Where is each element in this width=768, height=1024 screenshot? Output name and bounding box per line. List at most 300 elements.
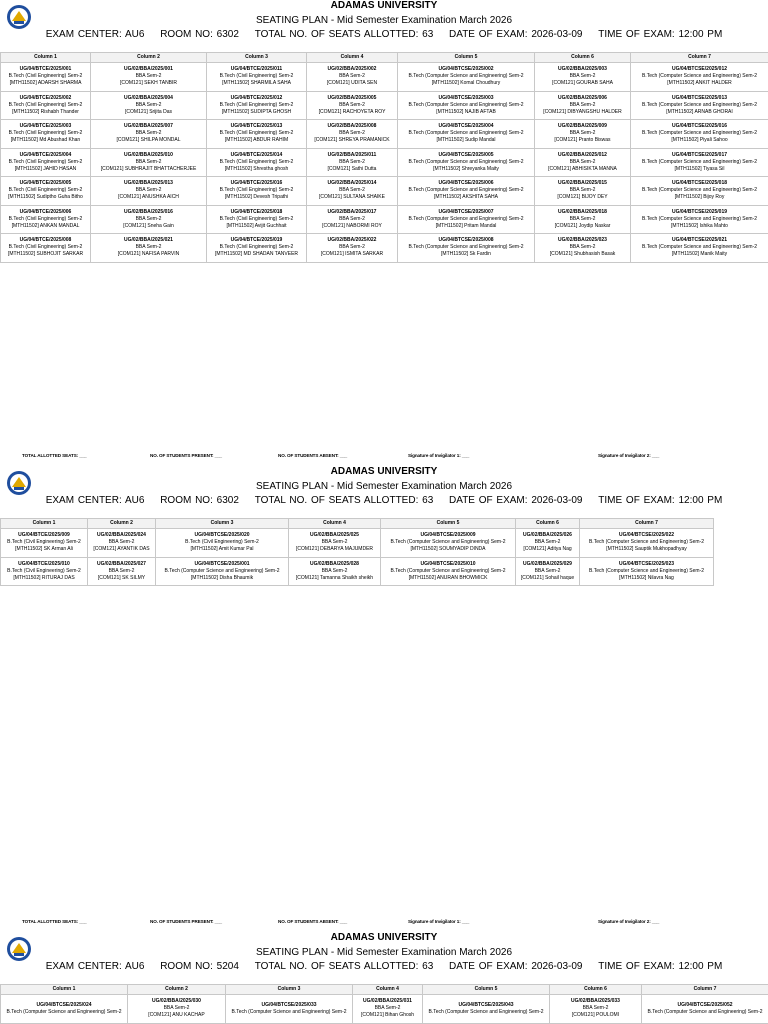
- roll-number: UG/02/BBA/2025/023: [558, 237, 607, 244]
- column-header: Column 3: [207, 53, 307, 63]
- roll-number: UG/04/BTCE/2025/005: [19, 180, 72, 187]
- program-name: BBA Sem-2: [135, 73, 162, 80]
- sheet-header: [0, 932, 768, 984]
- exam-date: DATE OF EXAM: 2026-03-09: [449, 29, 583, 40]
- seat-cell: [423, 995, 550, 1024]
- room-number: ROOM NO: 6302: [160, 495, 239, 506]
- column-header: Column 4: [353, 985, 423, 995]
- seat-cell: [91, 120, 207, 149]
- program-name: BBA Sem-2: [135, 244, 162, 251]
- seat-cell: [1, 177, 91, 206]
- student-name: [MTH11502] RITURAJ DAS: [13, 574, 75, 581]
- table-row: [1, 91, 768, 120]
- seat-cell: [307, 63, 398, 92]
- student-name: [MTH11502] ANURAN BHOWMICK: [408, 574, 488, 581]
- total-allotted-label: TOTAL ALLOTTED SEATS: ___: [22, 919, 87, 924]
- exam-center: EXAM CENTER: AU6: [45, 961, 145, 972]
- program-name: B.Tech (Civil Engineering) Sem-2: [7, 567, 81, 574]
- roll-number: UG/02/BBA/2025/024: [97, 532, 146, 539]
- program-name: BBA Sem-2: [339, 101, 365, 108]
- students-absent-label: NO. OF STUDENTS ABSENT: ___: [278, 919, 348, 924]
- roll-number: UG/02/BBA/2025/011: [327, 151, 377, 158]
- seating-sheet-3: [0, 932, 768, 1019]
- roll-number: UG/02/BBA/2025/010: [124, 151, 173, 158]
- program-name: B.Tech (Civil Engineering) Sem-2: [185, 539, 259, 546]
- students-absent-label: NO. OF STUDENTS ABSENT: ___: [278, 453, 348, 458]
- seat-cell: [226, 995, 353, 1024]
- roll-number: UG/04/BTCSE/2025/033: [261, 1001, 317, 1008]
- seat-cell: [207, 91, 307, 120]
- exam-date: DATE OF EXAM: 2026-03-09: [449, 495, 583, 506]
- plan-title: SEATING PLAN - Mid Semester Examination March 2026: [255, 947, 513, 958]
- program-name: B.Tech (Computer Science and Engineering) Sem-2: [390, 539, 506, 546]
- student-name: [MTH11502] ADARSH SHARMA: [9, 80, 82, 87]
- roll-number: UG/02/BBA/2025/001: [124, 66, 173, 73]
- program-name: B.Tech (Civil Engineering) Sem-2: [8, 101, 83, 108]
- program-name: B.Tech (Computer Science and Engineering) Sem-2: [588, 567, 705, 574]
- program-name: B.Tech (Computer Science and Engineering) Sem-2: [641, 73, 758, 80]
- roll-number: UG/04/BTCSE/2025/043: [458, 1001, 514, 1008]
- seats-allotted: TOTAL NO. OF SEATS ALLOTTED: 63: [254, 495, 434, 506]
- seat-cell: [207, 63, 307, 92]
- program-name: B.Tech (Computer Science and Engineering) Sem-2: [641, 215, 758, 222]
- column-header: Column 2: [128, 985, 226, 995]
- seat-cell: [207, 120, 307, 149]
- invigilator-2-signature: Signature of Invigilator 2: ___: [598, 453, 660, 458]
- student-name: [COM121] POULOMI: [571, 1012, 620, 1019]
- student-name: [COM121] UDITA SEN: [326, 80, 378, 87]
- student-name: [MTH11502] Manik Maity: [671, 251, 728, 258]
- roll-number: UG/02/BBA/2025/002: [327, 66, 377, 73]
- invigilator-2-signature: Signature of Invigilator 2: ___: [598, 919, 660, 924]
- program-name: BBA Sem-2: [108, 539, 135, 546]
- seat-cell: [91, 91, 207, 120]
- seat-cell: [1, 234, 91, 263]
- roll-number: UG/04/BTCSE/2025/013: [671, 94, 728, 101]
- students-present-label: NO. OF STUDENTS PRESENT: ___: [150, 919, 222, 924]
- program-name: B.Tech (Computer Science and Engineering) Sem-2: [408, 244, 524, 251]
- seat-cell: [516, 557, 580, 586]
- program-name: BBA Sem-2: [135, 187, 162, 194]
- seating-table: [0, 984, 768, 1024]
- seat-cell: [91, 205, 207, 234]
- student-name: [MTH11502] ARNAB GHORAI: [666, 108, 733, 115]
- student-name: [COM121] Sneha Gain: [123, 222, 174, 229]
- column-header: Column 6: [550, 985, 642, 995]
- seat-cell: [631, 91, 768, 120]
- roll-number: UG/04/BTCSE/2025/024: [36, 1001, 92, 1008]
- roll-number: UG/02/BBA/2025/021: [124, 237, 173, 244]
- student-name: [MTH11502] SHARMILA SAHA: [222, 80, 291, 87]
- student-name: [MTH11502] Sk Fardin: [441, 251, 491, 258]
- table-row: [1, 234, 768, 263]
- university-name: ADAMAS UNIVERSITY: [330, 932, 438, 943]
- seat-cell: [156, 557, 289, 586]
- program-name: BBA Sem-2: [569, 244, 596, 251]
- column-header: Column 5: [381, 519, 516, 529]
- program-name: BBA Sem-2: [569, 187, 596, 194]
- table-header-row: [1, 53, 768, 63]
- plan-title: SEATING PLAN - Mid Semester Examination March 2026: [255, 481, 513, 492]
- room-number: ROOM NO: 6302: [160, 29, 239, 40]
- student-name: [MTH11502] ABDUR RAHIM: [224, 137, 289, 144]
- student-name: [COM121] DEBARYA MAJUMDER: [295, 546, 374, 553]
- student-name: [COM121] Sohail haque: [520, 574, 575, 581]
- roll-number: UG/02/BBA/2025/029: [523, 560, 572, 567]
- student-name: [COM121] ANU KACHAP: [148, 1012, 205, 1019]
- seat-cell: [307, 120, 398, 149]
- roll-number: UG/04/BTCSE/2025/052: [677, 1001, 733, 1008]
- program-name: B.Tech (Computer Science and Engineering) Sem-2: [408, 130, 524, 137]
- exam-time: TIME OF EXAM: 12:00 PM: [598, 495, 723, 506]
- program-name: B.Tech (Civil Engineering) Sem-2: [8, 187, 83, 194]
- exam-center: EXAM CENTER: AU6: [45, 495, 145, 506]
- student-name: [COM121] SK SILMY: [97, 574, 146, 581]
- program-name: BBA Sem-2: [108, 567, 135, 574]
- seat-cell: [156, 529, 289, 558]
- student-name: [MTH11502] Ishika Mahto: [671, 222, 728, 229]
- student-name: [MTH11502] Shreyanka Maity: [433, 165, 499, 172]
- column-header: Column 1: [1, 53, 91, 63]
- seat-cell: [91, 234, 207, 263]
- seat-cell: [353, 995, 423, 1024]
- student-name: [MTH11502] Shrestha ghosh: [224, 165, 289, 172]
- seat-cell: [535, 177, 631, 206]
- student-name: [COM121] Sathi Dutta: [327, 165, 377, 172]
- program-name: BBA Sem-2: [534, 539, 561, 546]
- seat-cell: [398, 205, 535, 234]
- roll-number: UG/04/BTCE/2025/003: [19, 123, 72, 130]
- seat-cell: [580, 529, 714, 558]
- roll-number: UG/02/BBA/2025/012: [558, 151, 607, 158]
- program-name: BBA Sem-2: [135, 215, 162, 222]
- program-name: BBA Sem-2: [135, 101, 162, 108]
- student-name: [COM121] SUBHRAJIT BHATTACHERJEE: [100, 165, 197, 172]
- roll-number: UG/02/BBA/2025/017: [327, 208, 377, 215]
- roll-number: UG/04/BTCE/2025/009: [18, 532, 70, 539]
- program-name: BBA Sem-2: [339, 158, 365, 165]
- roll-number: UG/02/BBA/2025/007: [124, 123, 173, 130]
- student-name: [COM121] AYANTIK DAS: [93, 546, 150, 553]
- program-name: B.Tech (Computer Science and Engineering) Sem-2: [231, 1008, 347, 1015]
- program-name: BBA Sem-2: [163, 1005, 190, 1012]
- program-name: B.Tech (Computer Science and Engineering) Sem-2: [428, 1008, 544, 1015]
- program-name: B.Tech (Civil Engineering) Sem-2: [219, 244, 294, 251]
- student-name: [COM121] Shubhasish Basak: [549, 251, 616, 258]
- seat-cell: [307, 148, 398, 177]
- column-header: Column 3: [226, 985, 353, 995]
- seat-cell: [1, 995, 128, 1024]
- students-present-label: NO. OF STUDENTS PRESENT: ___: [150, 453, 222, 458]
- student-name: [MTH11502] Bijoy Roy: [674, 194, 725, 201]
- roll-number: UG/04/BTCE/2025/012: [230, 94, 283, 101]
- table-row: [1, 995, 768, 1024]
- roll-number: UG/02/BBA/2025/008: [327, 123, 377, 130]
- sheet-footer: [0, 919, 768, 927]
- seat-cell: [550, 995, 642, 1024]
- seats-allotted: TOTAL NO. OF SEATS ALLOTTED: 63: [254, 29, 434, 40]
- student-name: [MTH11502] SUBHOJIT SARKAR: [7, 251, 84, 258]
- seat-cell: [91, 148, 207, 177]
- roll-number: UG/02/BBA/2025/014: [327, 180, 377, 187]
- roll-number: UG/02/BBA/2025/006: [558, 94, 607, 101]
- seat-cell: [398, 148, 535, 177]
- exam-time: TIME OF EXAM: 12:00 PM: [598, 961, 723, 972]
- student-name: [COM121] NABORMI ROY: [322, 222, 382, 229]
- program-name: B.Tech (Civil Engineering) Sem-2: [8, 244, 83, 251]
- student-name: [COM121] SULTANA SHAIKE: [319, 194, 385, 201]
- table-row: [1, 148, 768, 177]
- student-name: [MTH11502] Pritam Mandal: [435, 222, 497, 229]
- seat-cell: [207, 177, 307, 206]
- roll-number: UG/04/BTCSE/2025/003: [438, 94, 494, 101]
- program-name: BBA Sem-2: [339, 215, 365, 222]
- roll-number: UG/04/BTCSE/2025/006: [438, 180, 494, 187]
- student-name: [COM121] Srijita Das: [125, 108, 172, 115]
- seating-sheet-2: [0, 466, 768, 581]
- program-name: B.Tech (Civil Engineering) Sem-2: [8, 158, 83, 165]
- sheet-header: [0, 466, 768, 518]
- student-name: [COM121] GOURAB SAHA: [552, 80, 613, 87]
- student-name: [MTH11502] Avijit Guchhait: [226, 222, 287, 229]
- column-header: Column 6: [516, 519, 580, 529]
- column-header: Column 7: [631, 53, 768, 63]
- roll-number: UG/04/BTCSE/2025/019: [671, 208, 728, 215]
- roll-number: UG/04/BTCE/2025/008: [19, 237, 72, 244]
- seat-cell: [1, 148, 91, 177]
- student-name: [MTH11502] Tiyasa Sil: [674, 165, 725, 172]
- program-name: B.Tech (Civil Engineering) Sem-2: [8, 130, 83, 137]
- program-name: BBA Sem-2: [569, 158, 596, 165]
- roll-number: UG/04/BTCSE/2025/005: [438, 151, 494, 158]
- invigilator-1-signature: Signature of Invigilator 1: ___: [408, 453, 470, 458]
- roll-number: UG/02/BBA/2025/013: [124, 180, 173, 187]
- student-name: [COM121] Tamanna Shaikh sheikh: [295, 574, 374, 581]
- seating-table: [0, 52, 768, 263]
- seat-cell: [631, 148, 768, 177]
- student-name: [COM121] SHILPA MONDAL: [116, 137, 181, 144]
- roll-number: UG/02/BBA/2025/031: [363, 998, 412, 1005]
- program-name: BBA Sem-2: [374, 1005, 401, 1012]
- roll-number: UG/04/BTCSE/2025/008: [438, 237, 494, 244]
- seat-cell: [207, 205, 307, 234]
- seat-cell: [631, 205, 768, 234]
- program-name: B.Tech (Computer Science and Engineering) Sem-2: [641, 187, 758, 194]
- seat-cell: [207, 234, 307, 263]
- exam-meta: [0, 495, 768, 507]
- program-name: B.Tech (Computer Science and Engineering) Sem-2: [408, 158, 524, 165]
- seat-cell: [91, 63, 207, 92]
- seat-cell: [307, 205, 398, 234]
- roll-number: UG/04/BTCE/2025/006: [19, 208, 72, 215]
- seat-cell: [535, 120, 631, 149]
- student-name: [COM121] SHREYA PRAMANICK: [314, 137, 390, 144]
- program-name: B.Tech (Computer Science and Engineering) Sem-2: [647, 1008, 763, 1015]
- seat-cell: [91, 177, 207, 206]
- roll-number: UG/04/BTCE/2025/016: [230, 180, 283, 187]
- seat-cell: [631, 120, 768, 149]
- roll-number: UG/02/BBA/2025/030: [152, 998, 201, 1005]
- student-name: [COM121] RACHOYETA ROY: [318, 108, 386, 115]
- roll-number: UG/04/BTCE/2025/001: [19, 66, 72, 73]
- seat-cell: [516, 529, 580, 558]
- roll-number: UG/02/BBA/2025/018: [558, 208, 607, 215]
- seat-cell: [128, 995, 226, 1024]
- program-name: B.Tech (Civil Engineering) Sem-2: [7, 539, 81, 546]
- program-name: B.Tech (Computer Science and Engineering) Sem-2: [641, 130, 758, 137]
- sheet-footer: [0, 453, 768, 461]
- roll-number: UG/04/BTCSE/2025/009: [420, 532, 476, 539]
- exam-center: EXAM CENTER: AU6: [45, 29, 145, 40]
- student-name: [COM121] Bihan Ghosh: [360, 1012, 415, 1019]
- seat-cell: [535, 234, 631, 263]
- program-name: B.Tech (Civil Engineering) Sem-2: [8, 215, 83, 222]
- student-name: [MTH11502] Devesh Tripathi: [224, 194, 289, 201]
- column-header: Column 4: [307, 53, 398, 63]
- seat-cell: [398, 63, 535, 92]
- seat-cell: [1, 205, 91, 234]
- invigilator-1-signature: Signature of Invigilator 1: ___: [408, 919, 470, 924]
- program-name: B.Tech (Computer Science and Engineering) Sem-2: [408, 187, 524, 194]
- roll-number: UG/04/BTCSE/2025/018: [671, 180, 728, 187]
- room-number: ROOM NO: 5204: [160, 961, 239, 972]
- roll-number: UG/04/BTCSE/2025/017: [671, 151, 728, 158]
- student-name: [COM121] ANUSHKA AICH: [118, 194, 179, 201]
- exam-time: TIME OF EXAM: 12:00 PM: [598, 29, 723, 40]
- column-header: Column 5: [398, 53, 535, 63]
- roll-number: UG/02/BBA/2025/027: [97, 560, 146, 567]
- roll-number: UG/02/BBA/2025/028: [310, 560, 359, 567]
- seat-cell: [381, 529, 516, 558]
- exam-meta: [0, 29, 768, 41]
- program-name: BBA Sem-2: [569, 130, 596, 137]
- program-name: B.Tech (Computer Science and Engineering) Sem-2: [6, 1008, 122, 1015]
- program-name: BBA Sem-2: [135, 158, 162, 165]
- roll-number: UG/04/BTCE/2025/014: [230, 151, 283, 158]
- roll-number: UG/02/BBA/2025/009: [558, 123, 607, 130]
- column-header: Column 3: [156, 519, 289, 529]
- roll-number: UG/02/BBA/2025/033: [571, 998, 620, 1005]
- roll-number: UG/04/BTCSE/2025/022: [618, 532, 675, 539]
- roll-number: UG/04/BTCSE/2025/021: [671, 237, 728, 244]
- program-name: B.Tech (Computer Science and Engineering) Sem-2: [641, 244, 758, 251]
- roll-number: UG/02/BBA/2025/005: [327, 94, 377, 101]
- seat-cell: [307, 91, 398, 120]
- roll-number: UG/02/BBA/2025/015: [558, 180, 607, 187]
- program-name: BBA Sem-2: [569, 215, 596, 222]
- program-name: B.Tech (Civil Engineering) Sem-2: [219, 101, 294, 108]
- column-header: Column 6: [535, 53, 631, 63]
- roll-number: UG/04/BTCSE/2025/012: [671, 66, 728, 73]
- sheet-header: [0, 0, 768, 52]
- roll-number: UG/04/BTCSE/2025/001: [194, 560, 250, 567]
- student-name: [MTH11502] Rishabh Thander: [12, 108, 79, 115]
- student-name: [MTH11502] Md Abushad Khan: [10, 137, 81, 144]
- university-name: ADAMAS UNIVERSITY: [330, 466, 438, 477]
- program-name: BBA Sem-2: [339, 73, 365, 80]
- student-name: [MTH11502] Komal Choudhury: [431, 80, 501, 87]
- roll-number: UG/04/BTCSE/2025/004: [438, 123, 494, 130]
- student-name: [COM121] Pranto Biswas: [554, 137, 611, 144]
- roll-number: UG/04/BTCE/2025/011: [230, 66, 283, 73]
- roll-number: UG/04/BTCE/2025/002: [19, 94, 72, 101]
- seating-table: [0, 518, 714, 586]
- program-name: B.Tech (Computer Science and Engineering) Sem-2: [641, 158, 758, 165]
- seat-cell: [535, 148, 631, 177]
- program-name: B.Tech (Computer Science and Engineering) Sem-2: [164, 567, 280, 574]
- column-header: Column 2: [91, 53, 207, 63]
- student-name: [MTH11502] JAHID HASAN: [14, 165, 77, 172]
- seat-cell: [398, 177, 535, 206]
- program-name: BBA Sem-2: [321, 539, 348, 546]
- roll-number: UG/04/BTCE/2025/018: [230, 208, 283, 215]
- program-name: B.Tech (Civil Engineering) Sem-2: [219, 73, 294, 80]
- roll-number: UG/02/BBA/2025/004: [124, 94, 173, 101]
- seat-cell: [307, 177, 398, 206]
- roll-number: UG/04/BTCSE/2025/002: [438, 66, 494, 73]
- student-name: [MTH11502] Disha Bhaumik: [190, 574, 254, 581]
- seat-cell: [289, 557, 381, 586]
- student-name: [MTH11502] SOUMYADIP DINDA: [410, 546, 486, 553]
- seat-cell: [580, 557, 714, 586]
- table-row: [1, 557, 714, 586]
- table-row: [1, 120, 768, 149]
- program-name: BBA Sem-2: [569, 73, 596, 80]
- roll-number: UG/04/BTCSE/2025/020: [194, 532, 250, 539]
- roll-number: UG/02/BBA/2025/003: [558, 66, 607, 73]
- roll-number: UG/02/BBA/2025/016: [124, 208, 173, 215]
- student-name: [MTH11502] Sudip Mandal: [436, 137, 496, 144]
- column-header: Column 7: [580, 519, 714, 529]
- student-name: [MTH11502] ANKIT HALDER: [667, 80, 732, 87]
- program-name: B.Tech (Civil Engineering) Sem-2: [219, 158, 294, 165]
- seat-cell: [207, 148, 307, 177]
- student-name: [COM121] NAFISA PARVIN: [117, 251, 180, 258]
- column-header: Column 7: [642, 985, 768, 995]
- student-name: [COM121] Joydip Naskar: [554, 222, 611, 229]
- seat-cell: [535, 205, 631, 234]
- roll-number: UG/04/BTCE/2025/004: [19, 151, 72, 158]
- seat-cell: [535, 91, 631, 120]
- table-row: [1, 205, 768, 234]
- program-name: B.Tech (Civil Engineering) Sem-2: [8, 73, 83, 80]
- student-name: [MTH11502] ANKAN MANDAL: [11, 222, 80, 229]
- exam-date: DATE OF EXAM: 2026-03-09: [449, 961, 583, 972]
- seat-cell: [398, 120, 535, 149]
- program-name: B.Tech (Computer Science and Engineering) Sem-2: [588, 539, 705, 546]
- program-name: B.Tech (Computer Science and Engineering) Sem-2: [408, 215, 524, 222]
- seat-cell: [535, 63, 631, 92]
- program-name: B.Tech (Computer Science and Engineering) Sem-2: [408, 73, 524, 80]
- student-name: [COM121] Aditya Nag: [523, 546, 572, 553]
- student-name: [COM121] ABHISIKTA MANNA: [548, 165, 617, 172]
- student-name: [MTH11502] AKSHITA SAHA: [433, 194, 498, 201]
- program-name: B.Tech (Computer Science and Engineering) Sem-2: [408, 101, 524, 108]
- roll-number: UG/04/BTCE/2025/013: [230, 123, 283, 130]
- seat-cell: [631, 177, 768, 206]
- roll-number: UG/04/BTCSE/2025/010: [420, 560, 476, 567]
- program-name: B.Tech (Computer Science and Engineering) Sem-2: [390, 567, 506, 574]
- roll-number: UG/04/BTCE/2025/010: [18, 560, 70, 567]
- column-header: Column 2: [88, 519, 156, 529]
- program-name: BBA Sem-2: [135, 130, 162, 137]
- table-header-row: [1, 519, 714, 529]
- program-name: B.Tech (Civil Engineering) Sem-2: [219, 187, 294, 194]
- program-name: BBA Sem-2: [339, 130, 365, 137]
- seat-cell: [88, 557, 156, 586]
- student-name: [MTH11502] SUDIPTA GHOSH: [221, 108, 292, 115]
- seat-cell: [381, 557, 516, 586]
